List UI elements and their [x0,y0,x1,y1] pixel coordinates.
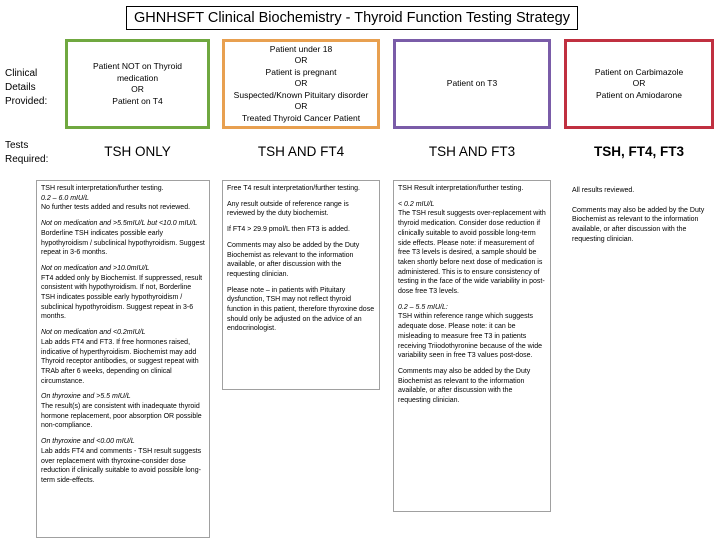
panel-text: Comments may also be added by the Duty Biochemist as relevant to the information available, or after discussion with the requesting clinician. [227,241,360,278]
panel-text: TSH result interpretation/further testing. [41,185,164,192]
criteria-text: Patient NOT on Thyroid medication OR Patient on T4 [93,61,182,106]
test-heading-all: TSH, FT4, FT3 [593,144,684,159]
panel-text: No further tests added and results not reviewed. [41,204,191,212]
page-title: GHNHSFT Clinical Biochemistry - Thyroid Function Testing Strategy [126,6,578,30]
panel-text: Lab adds FT4 and FT3. If free hormones raised, indicative of hyperthyroidism. Biochemist may add Thyroid receptor antibodies, or suggest repeat with TRAb after 6 weeks, depending on clinical circumstance. [41,338,199,385]
panel-text: The TSH result suggests over-replacement with thyroid medication. Consider dose reduction if clinically suitable to avoid possible long-term side effects. Please note: if measurement of free T3 levels is desired, a sample should be taken shortly before next dose of medication is administered. This is to ensure consistency of testing in the face of the wide variability in post-dose free T3 levels. [398,210,546,296]
panel-all-tests [568,183,714,263]
panel-subheading: Not on medication and >10.0mIU/L [41,264,150,272]
criteria-box-on-t3 [393,39,551,129]
panel-text: Comments may also be added by the Duty Biochemist as relevant to the information available, or after discussion with the requesting clinician. [398,367,531,405]
panel-tsh-ft4 [222,180,380,390]
test-heading-tsh-ft3: TSH AND FT3 [428,144,516,159]
panel-subheading: 0.2 – 6.0 mIU/L [41,194,89,202]
test-heading-tsh-only: TSH ONLY [104,144,171,159]
panel-subheading: On thyroxine and <0.00 mIU/L [41,438,135,446]
criteria-text: Patient on T3 [446,78,498,89]
panel-subheading: 0.2 – 5.5 mIU/L: [398,303,448,311]
panel-text: Lab adds FT4 and comments - TSH result suggests over replacement with thyroxine-consider dose reduction if clinically suitable to avoid possible long-term side-effects. [41,447,202,484]
panel-subheading: On thyroxine and >5.5 mIU/L [41,393,131,401]
panel-text: Free T4 result interpretation/further testing. [227,185,360,192]
panel-subheading: Not on medication and >5.5mIU/L but <10.0 mIU/L [41,220,198,228]
panel-tsh-only [36,180,210,538]
panel-text: Comments may also be added by the Duty Biochemist as relevant to the information available, or after discussion with the requesting clinician. [572,206,705,243]
panel-tsh-ft3 [393,180,551,512]
panel-text: All results reviewed. [572,187,635,194]
panel-text: Any result outside of reference range is reviewed by the duty biochemist. [227,200,349,218]
panel-text: FT4 added only by Biochemist. If suppressed, result consistent with hypothyroidism. If not, Borderline TSH indicates possible early hypothyroidism / subclinical hypothyroidism. Suggest repeat in 3-6 months. [41,274,203,321]
panel-subheading: Not on medication and <0.2mIU/L [41,329,146,337]
criteria-text: Patient under 18 OR Patient is pregnant OR Suspected/Known Pituitary disorder OR Treated Thyroid Cancer Patient [233,43,369,123]
criteria-box-special-group [222,39,380,129]
panel-text: The result(s) are consistent with inadequate thyroid hormone replacement, poor absorption OR possible non-compliance. [41,403,202,430]
panel-text: TSH within reference range which suggests adequate dose. Please note: it can be misleading to measure free T3 in patients receiving Triiodothyronine because of the wide variability seen in free T3 values post-dose. [398,313,542,360]
criteria-box-carbimazole [564,39,714,129]
clinical-details-label: Clinical Details Provided: [5,68,48,107]
criteria-box-no-medication [65,39,210,129]
panel-subheading: < 0.2 mIU/L [398,200,435,208]
tests-required-label: Tests Required: [5,140,49,165]
panel-text: TSH Result interpretation/further testing. [398,185,524,192]
panel-text: If FT4 > 29.9 pmol/L then FT3 is added. [227,226,350,234]
criteria-text: Patient on Carbimazole OR Patient on Amiodarone [594,66,684,100]
test-heading-tsh-ft4: TSH AND FT4 [257,144,345,159]
panel-text: Please note – in patients with Pituitary dysfunction, TSH may not reflect thyroid function in this patient, therefore thyroxine dose should only be adjusted on the advice of an endocrinologist. [227,286,375,333]
panel-text: Borderline TSH indicates possible early hypothyroidism / subclinical hypothyroidism. Suggest repeat in 3-6 months. [41,229,205,257]
